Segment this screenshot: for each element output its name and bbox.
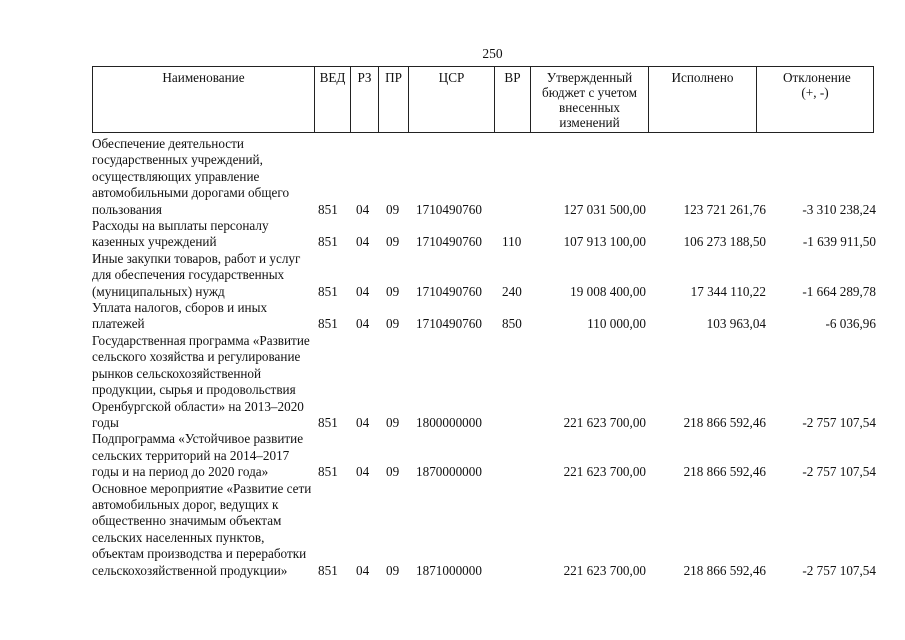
cell-deviation: -1 639 911,50: [802, 234, 876, 250]
header-rz: РЗ: [351, 67, 379, 132]
cell-executed: 103 963,04: [706, 316, 766, 332]
cell-deviation: -3 310 238,24: [802, 201, 876, 217]
cell-executed: 218 866 592,46: [683, 464, 766, 480]
cell-csr: 1870000000: [416, 464, 482, 480]
cell-ved: 851: [318, 201, 338, 217]
table-row: [92, 333, 892, 431]
cell-executed: 218 866 592,46: [683, 414, 766, 430]
cell-budget: 221 623 700,00: [563, 414, 646, 430]
cell-rz: 04: [356, 316, 370, 332]
cell-ved: 851: [318, 283, 338, 299]
cell-budget: 221 623 700,00: [563, 464, 646, 480]
row-name: Расходы на выплаты персоналу казенных учреждений: [92, 218, 269, 250]
cell-rz: 04: [356, 562, 370, 578]
row-name: Подпрограмма «Устойчивое развитие сельских территорий на 2014–2017 годы и на период до 2020 года»: [92, 431, 304, 480]
cell-budget: 221 623 700,00: [563, 562, 646, 578]
cell-deviation: -2 757 107,54: [802, 414, 876, 430]
cell-budget: 107 913 100,00: [563, 234, 646, 250]
cell-csr: 1710490760: [416, 316, 482, 332]
header-csr: ЦСР: [409, 67, 495, 132]
cell-csr: 1710490760: [416, 234, 482, 250]
row-name: Уплата налогов, сборов и иных платежей: [92, 300, 268, 332]
cell-pr: 09: [386, 283, 400, 299]
cell-vr: 850: [502, 316, 522, 332]
cell-budget: 19 008 400,00: [570, 283, 646, 299]
cell-executed: 17 344 110,22: [690, 283, 766, 299]
cell-rz: 04: [356, 464, 370, 480]
page-number: 250: [482, 46, 503, 61]
table-row: [92, 218, 892, 251]
table-header: [92, 66, 874, 133]
cell-rz: 04: [356, 234, 370, 250]
cell-deviation: -6 036,96: [825, 316, 876, 332]
cell-pr: 09: [386, 316, 400, 332]
cell-budget: 110 000,00: [587, 316, 646, 332]
cell-rz: 04: [356, 283, 370, 299]
cell-ved: 851: [318, 316, 338, 332]
cell-csr: 1710490760: [416, 201, 482, 217]
cell-vr: 240: [502, 283, 522, 299]
cell-ved: 851: [318, 464, 338, 480]
row-name: Иные закупки товаров, работ и услуг для обеспечения государственных (муниципальных) нужд: [92, 250, 301, 299]
header-pr: ПР: [379, 67, 409, 132]
cell-ved: 851: [318, 414, 338, 430]
header-deviation: Отклонение (+, -): [783, 70, 851, 100]
table-row: [92, 300, 892, 333]
cell-rz: 04: [356, 201, 370, 217]
cell-executed: 106 273 188,50: [683, 234, 766, 250]
cell-ved: 851: [318, 234, 338, 250]
cell-budget: 127 031 500,00: [563, 201, 646, 217]
cell-pr: 09: [386, 234, 400, 250]
table-row: [92, 136, 892, 218]
table-row: [92, 481, 892, 579]
cell-deviation: -1 664 289,78: [802, 283, 876, 299]
row-name: Обеспечение деятельности государственных учреждений, осуществляющих управление автомобильными дорогами общего пользования: [92, 136, 290, 217]
cell-executed: 218 866 592,46: [683, 562, 766, 578]
cell-pr: 09: [386, 201, 400, 217]
cell-csr: 1800000000: [416, 414, 482, 430]
cell-pr: 09: [386, 414, 400, 430]
row-name: Государственная программа «Развитие сельского хозяйства и регулирование рынков сельскохозяйственной продукции, сырья и продовольствия Оренбургской области» на 2013–2020 годы: [92, 332, 310, 430]
header-budget: Утвержденный бюджет с учетом внесенных изменений: [531, 67, 649, 132]
cell-csr: 1710490760: [416, 283, 482, 299]
row-name: Основное мероприятие «Развитие сети автомобильных дорог, ведущих к общественно значимым объектам сельских населенных пунктов, объектам производства и переработки сельскохозяйственной продукции»: [92, 480, 312, 578]
table-row: [92, 431, 892, 480]
header-vr: ВР: [495, 67, 531, 132]
cell-executed: 123 721 261,76: [683, 201, 766, 217]
header-name: Наименование: [93, 67, 315, 132]
table-row: [92, 251, 892, 300]
header-ved: ВЕД: [315, 67, 351, 132]
cell-rz: 04: [356, 414, 370, 430]
cell-vr: 110: [502, 234, 522, 250]
cell-pr: 09: [386, 562, 400, 578]
cell-deviation: -2 757 107,54: [802, 464, 876, 480]
header-executed: Исполнено: [649, 67, 757, 132]
table-body: [92, 136, 892, 579]
cell-pr: 09: [386, 464, 400, 480]
cell-ved: 851: [318, 562, 338, 578]
cell-csr: 1871000000: [416, 562, 482, 578]
cell-deviation: -2 757 107,54: [802, 562, 876, 578]
